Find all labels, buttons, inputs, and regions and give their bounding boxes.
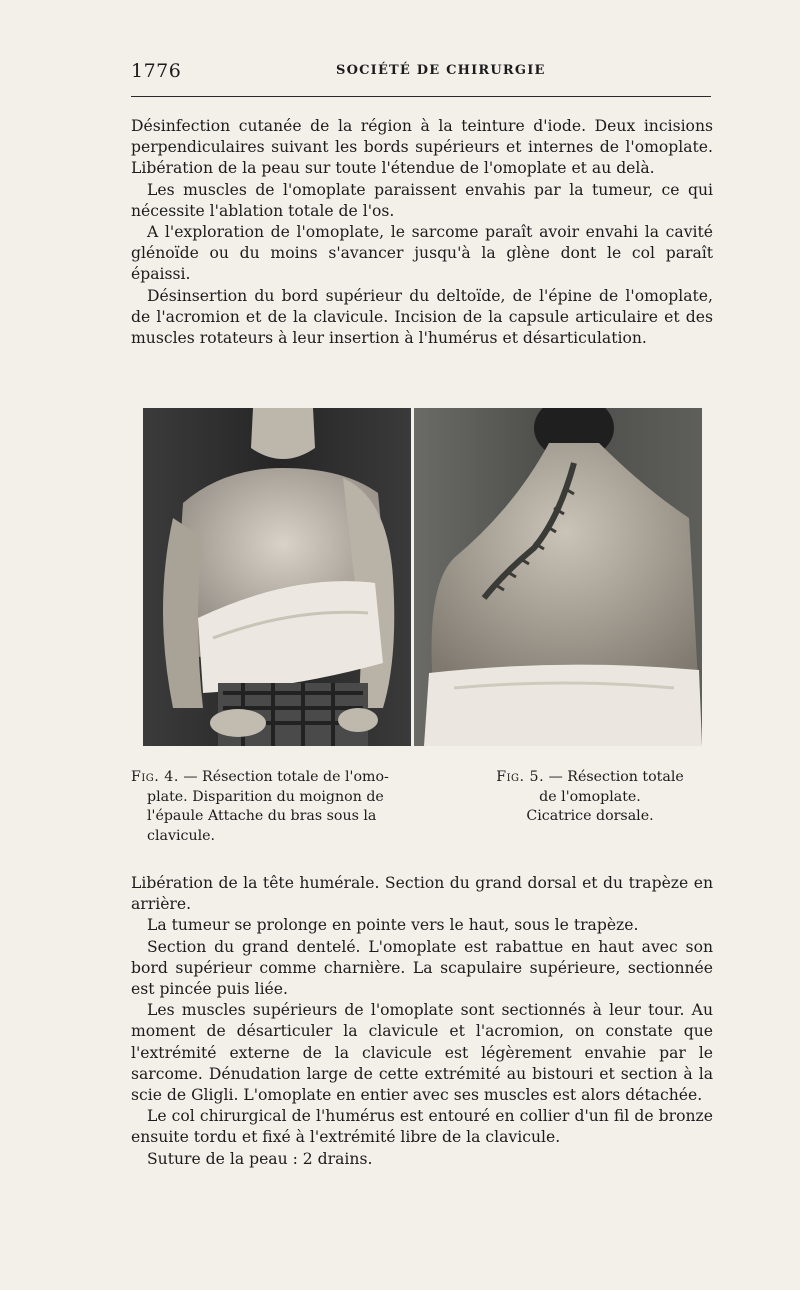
caption-text: — Résection totale de l'omo- xyxy=(183,769,389,785)
paragraph: Le col chirurgical de l'humérus est entouré en collier d'un fil de bronze ensuite tordu et fixé à l'extrémité libre de la clavicule. xyxy=(131,1107,713,1147)
figure-5-caption xyxy=(480,768,700,827)
figure-4-label: Fig. 4. xyxy=(131,769,179,785)
paragraph: Libération de la tête humérale. Section du grand dorsal et du trapèze en arrière. xyxy=(131,874,713,914)
paragraph: La tumeur se prolonge en pointe vers le haut, sous le trapèze. xyxy=(147,916,639,935)
page-number: 1776 xyxy=(131,60,182,82)
figure-4-image xyxy=(143,408,411,746)
paragraph: Section du grand dentelé. L'omoplate est rabattue en haut avec son bord supérieur comme charnière. La scapulaire supérieure, sectionnée est pincée puis liée. xyxy=(131,937,713,999)
body-text-bottom xyxy=(131,873,713,1170)
figure-4-caption xyxy=(131,768,413,846)
caption-text: plate. Disparition du moignon de xyxy=(147,788,384,805)
paragraph: Désinsertion du bord supérieur du deltoïde, de l'épine de l'omoplate, de l'acromion et de la clavicule. Incision de la capsule articulaire et des muscles rotateurs à leur insertion à l'humérus et désarticulation. xyxy=(131,286,713,348)
caption-text: clavicule. xyxy=(147,827,216,844)
paragraph: Les muscles de l'omoplate paraissent envahis par la tumeur, ce qui nécessite l'ablation totale de l'os. xyxy=(131,180,713,220)
paragraph: Désinfection cutanée de la région à la teinture d'iode. Deux incisions perpendiculaires suivant les bords supérieurs et internes de l'omoplate. Libération de la peau sur toute l'étendue de l'omoplate et au delà. xyxy=(131,117,713,178)
paragraph: A l'exploration de l'omoplate, le sarcome paraît avoir envahi la cavité glénoïde ou du moins s'avancer jusqu'à la glène dont le col paraît épaissi. xyxy=(131,223,713,284)
figure-4-photo xyxy=(143,408,411,746)
caption-line xyxy=(480,768,700,788)
running-head: SOCIÉTÉ DE CHIRURGIE xyxy=(336,63,546,78)
caption-text: l'épaule Attache du bras sous la xyxy=(147,808,377,824)
figure-5-label: Fig. 5. xyxy=(496,769,545,785)
paragraph: Suture de la peau : 2 drains. xyxy=(147,1149,373,1168)
caption-text: de l'omoplate. xyxy=(539,788,641,805)
caption-line xyxy=(131,768,413,788)
paragraph: Les muscles supérieurs de l'omoplate sont sectionnés à leur tour. Au moment de désarticuler la clavicule et l'acromion, on constate que l'extrémité externe de la clavicule est légèrement envahie par le sarcome. Dénudation large de cette extrémité au bistouri et section à la scie de Gligli. L'omoplate en entier avec ses muscles est alors détachée. xyxy=(131,1001,713,1105)
caption-text: Cicatrice dorsale. xyxy=(526,808,654,824)
figure-5-photo xyxy=(414,408,702,746)
figure-5-image xyxy=(414,408,702,746)
caption-text: — Résection totale xyxy=(548,769,684,785)
body-text-top xyxy=(131,116,713,349)
page-header xyxy=(131,56,711,97)
